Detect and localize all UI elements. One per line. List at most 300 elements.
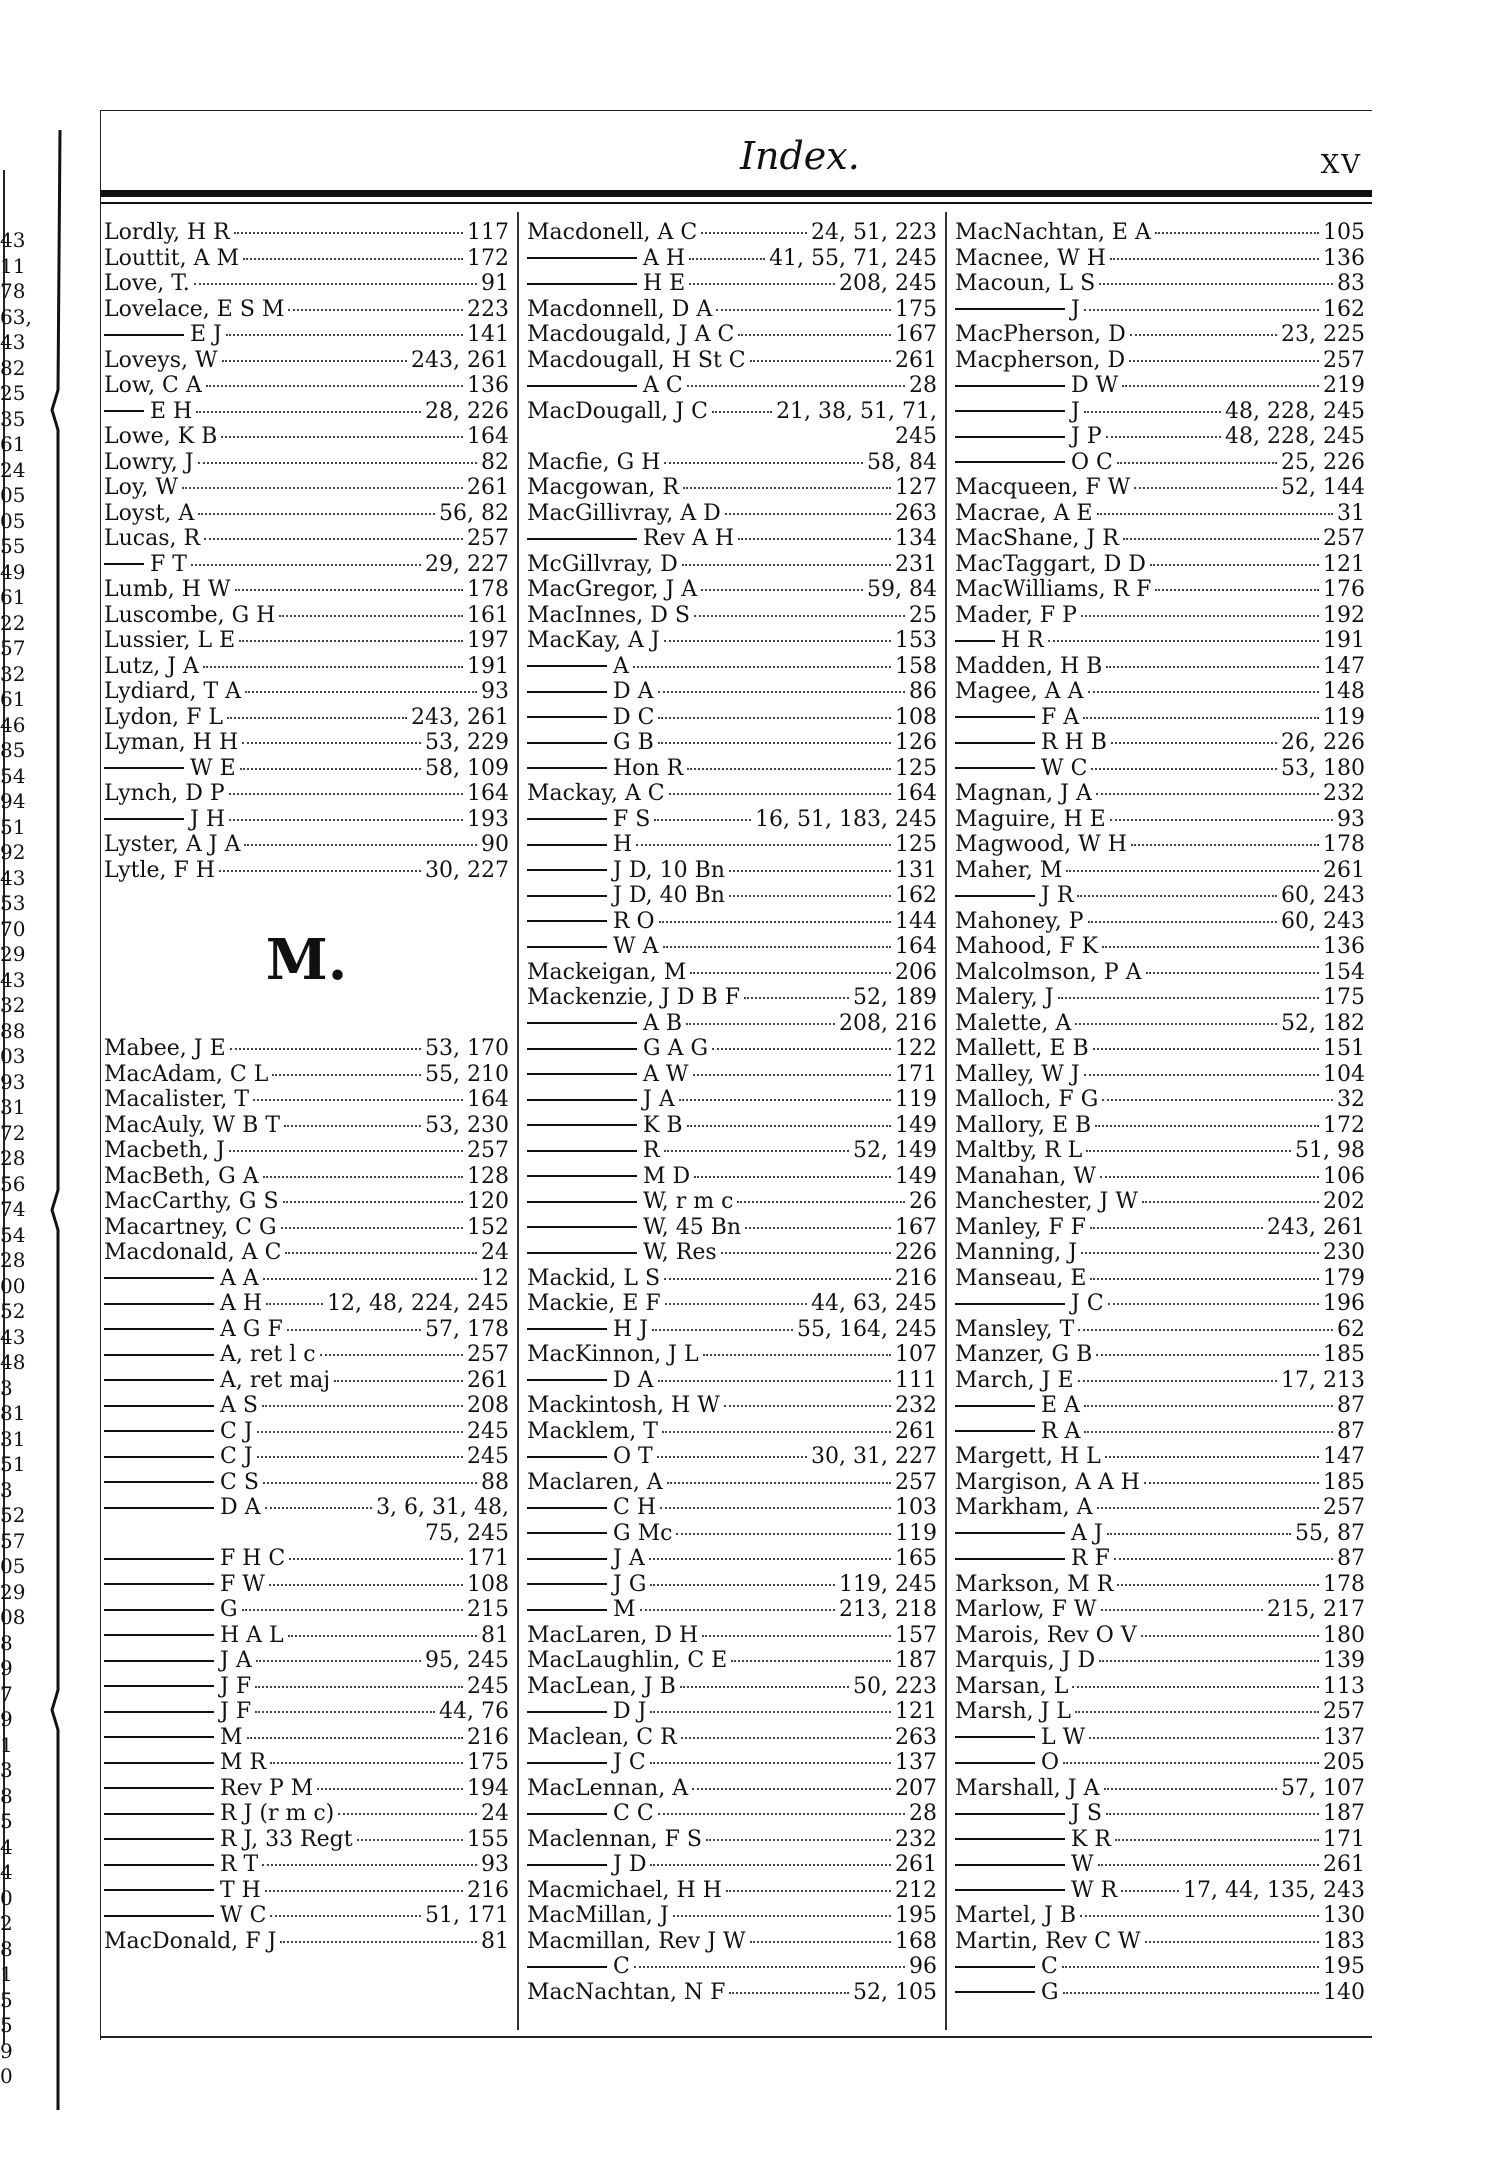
entry-pages: 207 bbox=[895, 1775, 937, 1801]
entry-pages: 164 bbox=[467, 781, 509, 806]
entry-pages: 245 bbox=[467, 1444, 509, 1469]
index-entry bbox=[104, 1444, 509, 1470]
index-entry bbox=[955, 322, 1365, 348]
entry-name: Manning, J bbox=[955, 1240, 1078, 1265]
entry-pages: 88 bbox=[481, 1469, 509, 1495]
dot-leader bbox=[257, 1456, 463, 1458]
entry-name: Maclennan, F S bbox=[527, 1826, 702, 1852]
entry-name: G Mc bbox=[613, 1520, 673, 1546]
entry-name: R J, 33 Regt bbox=[220, 1826, 353, 1852]
dot-leader bbox=[1091, 768, 1277, 770]
dot-leader bbox=[676, 1533, 891, 1535]
index-entry bbox=[527, 501, 937, 527]
ditto-dash bbox=[527, 385, 637, 387]
facing-page-number: 24 bbox=[0, 457, 26, 482]
entry-pages: 95, 245 bbox=[425, 1648, 509, 1673]
ditto-dash bbox=[104, 1558, 214, 1560]
index-entry bbox=[955, 501, 1365, 527]
index-entry bbox=[104, 271, 509, 297]
ditto-dash bbox=[955, 1838, 1065, 1840]
index-entry bbox=[104, 1674, 509, 1700]
entry-pages: 125 bbox=[895, 832, 937, 857]
dot-leader bbox=[701, 589, 863, 591]
ditto-dash bbox=[527, 1226, 637, 1228]
dot-leader bbox=[280, 1941, 477, 1943]
dot-leader bbox=[1075, 1023, 1277, 1025]
entry-name: MacDonald, F J bbox=[104, 1928, 277, 1954]
entry-name: R O bbox=[613, 908, 655, 934]
entry-pages: 23, 225 bbox=[1281, 322, 1365, 347]
ditto-dash bbox=[955, 716, 1035, 718]
entry-name: W, 45 Bn bbox=[643, 1214, 742, 1240]
index-entry bbox=[104, 1521, 509, 1547]
entry-name: Macqueen, F W bbox=[955, 475, 1131, 500]
entry-name: Macdonnell, D A bbox=[527, 296, 713, 322]
dot-leader bbox=[1078, 1329, 1333, 1331]
dot-leader bbox=[240, 768, 421, 770]
index-entry bbox=[955, 1317, 1365, 1343]
dot-leader bbox=[1084, 1405, 1333, 1407]
entry-name: E A bbox=[1041, 1393, 1080, 1418]
facing-page-number: 00 bbox=[0, 1273, 26, 1298]
entry-pages: 130 bbox=[1323, 1903, 1365, 1928]
index-entry bbox=[527, 1266, 937, 1292]
dot-leader bbox=[1146, 972, 1319, 974]
entry-pages: 175 bbox=[467, 1750, 509, 1775]
entry-name: R J (r m c) bbox=[220, 1801, 335, 1826]
ditto-dash bbox=[104, 1379, 214, 1381]
index-entry bbox=[955, 1521, 1365, 1547]
facing-page-number: 54 bbox=[0, 1222, 26, 1247]
ditto-dash bbox=[527, 538, 637, 540]
dot-leader bbox=[1102, 1099, 1333, 1101]
entry-name: Margett, H L bbox=[955, 1444, 1101, 1469]
ditto-dash bbox=[104, 1328, 214, 1330]
index-entry bbox=[104, 1342, 509, 1368]
dot-leader bbox=[1086, 1150, 1291, 1152]
facing-page-number: 05 bbox=[0, 508, 26, 533]
dot-leader bbox=[222, 360, 407, 362]
entry-name: Markson, M R bbox=[955, 1571, 1114, 1597]
entry-pages: 206 bbox=[895, 959, 937, 985]
index-entry bbox=[104, 1138, 509, 1164]
index-entry bbox=[104, 781, 509, 807]
index-entry bbox=[527, 271, 937, 297]
ditto-dash bbox=[955, 767, 1035, 769]
dot-leader bbox=[262, 1864, 477, 1866]
entry-pages: 57, 178 bbox=[425, 1316, 509, 1342]
dot-leader bbox=[1084, 309, 1319, 311]
entry-pages: 44, 63, 245 bbox=[811, 1291, 937, 1316]
entry-name: J P bbox=[1071, 424, 1102, 449]
entry-pages: 119, 245 bbox=[839, 1571, 937, 1597]
dot-leader bbox=[1121, 1890, 1179, 1892]
ditto-dash bbox=[527, 1175, 637, 1177]
entry-name: Lumb, H W bbox=[104, 577, 231, 602]
ditto-dash bbox=[527, 1864, 607, 1866]
index-entry bbox=[527, 1954, 937, 1980]
entry-name: Manseau, E bbox=[955, 1265, 1087, 1291]
page-number: XV bbox=[1320, 150, 1362, 180]
facing-page-number: 05 bbox=[0, 483, 26, 507]
ditto-dash bbox=[527, 742, 607, 744]
dot-leader bbox=[662, 1431, 891, 1433]
entry-name: G bbox=[1041, 1979, 1059, 2005]
facing-page-number: 0 bbox=[0, 2064, 13, 2088]
facing-page-number: 4 bbox=[0, 1860, 13, 1884]
index-entry bbox=[527, 679, 937, 705]
dot-leader bbox=[750, 1941, 891, 1943]
index-entry bbox=[955, 1929, 1365, 1955]
dot-leader bbox=[660, 1507, 891, 1509]
entry-pages: 261 bbox=[1323, 1852, 1365, 1877]
dot-leader bbox=[1090, 1227, 1263, 1229]
entry-name: Lydiard, T A bbox=[104, 679, 242, 704]
entry-pages: 196 bbox=[1323, 1291, 1365, 1316]
index-entry bbox=[104, 297, 509, 323]
index-entry bbox=[955, 1954, 1365, 1980]
entry-name: MacLennan, A bbox=[527, 1775, 689, 1801]
facing-page-number: 94 bbox=[0, 789, 26, 813]
entry-name: M R bbox=[220, 1750, 267, 1775]
facing-page-number: 29 bbox=[0, 942, 26, 966]
dot-leader bbox=[266, 1303, 323, 1305]
entry-pages: 91 bbox=[481, 271, 509, 296]
entry-name: Mabee, J E bbox=[104, 1036, 226, 1061]
ditto-dash bbox=[104, 1609, 214, 1611]
dot-leader bbox=[650, 1864, 891, 1866]
index-entry bbox=[955, 246, 1365, 272]
index-entry bbox=[104, 552, 509, 578]
entry-pages: 48, 228, 245 bbox=[1225, 398, 1365, 424]
facing-page-number: 3 bbox=[0, 1477, 13, 1502]
ditto-dash bbox=[104, 1634, 214, 1636]
facing-page-number: 03 bbox=[0, 1044, 26, 1068]
dot-leader bbox=[654, 819, 751, 821]
facing-page-number: 43 bbox=[0, 228, 26, 252]
dot-leader bbox=[1130, 334, 1277, 336]
ditto-dash bbox=[527, 716, 607, 718]
entry-pages: 29, 227 bbox=[425, 551, 509, 577]
ditto-dash bbox=[104, 1711, 214, 1713]
facing-page-number: 52 bbox=[0, 1299, 26, 1323]
index-entry bbox=[955, 1903, 1365, 1929]
index-entry bbox=[527, 730, 937, 756]
dot-leader bbox=[227, 717, 407, 719]
index-entry bbox=[104, 679, 509, 705]
facing-page-number: 43 bbox=[0, 1324, 26, 1349]
dot-leader bbox=[1066, 870, 1319, 872]
entry-pages: 41, 55, 71, 245 bbox=[769, 245, 937, 271]
entry-pages: 162 bbox=[895, 883, 937, 908]
dot-leader bbox=[230, 1048, 421, 1050]
index-entry bbox=[955, 756, 1365, 782]
index-entry bbox=[527, 348, 937, 374]
dot-leader bbox=[701, 232, 807, 234]
facing-page-number: 48 bbox=[0, 1350, 26, 1374]
facing-page-number: 81 bbox=[0, 1401, 26, 1425]
entry-name: R F bbox=[1071, 1546, 1110, 1571]
index-entry bbox=[104, 603, 509, 629]
index-entry bbox=[955, 271, 1365, 297]
entry-name: Margison, A A H bbox=[955, 1469, 1140, 1495]
entry-pages: 261 bbox=[467, 475, 509, 500]
entry-pages: 30, 31, 227 bbox=[811, 1444, 937, 1469]
entry-name: MacGregor, J A bbox=[527, 577, 698, 602]
index-entry bbox=[955, 705, 1365, 731]
index-entry bbox=[527, 1750, 937, 1776]
entry-pages: 158 bbox=[895, 653, 937, 679]
dot-leader bbox=[191, 564, 421, 566]
entry-pages: 120 bbox=[467, 1189, 509, 1214]
dot-leader bbox=[692, 1788, 891, 1790]
entry-pages: 28, 226 bbox=[425, 398, 509, 424]
ditto-dash bbox=[955, 385, 1065, 387]
ditto-dash bbox=[527, 1328, 607, 1330]
index-entry bbox=[527, 424, 937, 450]
index-entry bbox=[955, 1878, 1365, 1904]
entry-name: H A L bbox=[220, 1622, 284, 1648]
entry-name: J H bbox=[190, 806, 225, 832]
dot-leader bbox=[706, 1839, 891, 1841]
dot-leader bbox=[285, 1252, 477, 1254]
dot-leader bbox=[657, 1456, 807, 1458]
ditto-dash bbox=[955, 410, 1065, 412]
entry-pages: 141 bbox=[467, 322, 509, 347]
entry-pages: 93 bbox=[481, 1852, 509, 1877]
dot-leader bbox=[244, 844, 477, 846]
facing-page-number: 1 bbox=[0, 1962, 13, 1986]
index-entry bbox=[104, 373, 509, 399]
index-entry bbox=[527, 1368, 937, 1394]
entry-pages: 187 bbox=[895, 1648, 937, 1673]
entry-pages: 232 bbox=[1323, 781, 1365, 806]
entry-name: H bbox=[613, 832, 633, 857]
dot-leader bbox=[1155, 232, 1319, 234]
dot-leader bbox=[263, 1176, 463, 1178]
facing-page-number: 8 bbox=[0, 1936, 13, 1961]
dot-leader bbox=[1062, 1966, 1319, 1968]
entry-name: C C bbox=[613, 1801, 654, 1826]
index-entry bbox=[527, 1801, 937, 1827]
facing-page-number: 29 bbox=[0, 1579, 26, 1604]
index-column-3 bbox=[955, 220, 1365, 2005]
entry-name: Loy, W bbox=[104, 475, 178, 500]
facing-page-number: 55 bbox=[0, 534, 26, 558]
index-entry bbox=[527, 832, 937, 858]
entry-name: Magnan, J A bbox=[955, 781, 1092, 806]
dot-leader bbox=[1090, 1278, 1319, 1280]
ditto-dash bbox=[527, 844, 607, 846]
entry-name: Magee, A A bbox=[955, 679, 1084, 704]
entry-name: R A bbox=[1041, 1418, 1081, 1444]
index-entry bbox=[104, 1648, 509, 1674]
entry-pages: 117 bbox=[467, 220, 509, 245]
entry-pages: 57, 107 bbox=[1281, 1775, 1365, 1801]
index-entry bbox=[527, 1878, 937, 1904]
entry-name: Macgowan, R bbox=[527, 475, 679, 500]
ditto-dash bbox=[104, 1456, 214, 1458]
index-entry bbox=[104, 348, 509, 374]
entry-name: MacBeth, G A bbox=[104, 1163, 259, 1189]
index-entry bbox=[955, 552, 1365, 578]
entry-name: Macdougall, H St C bbox=[527, 347, 746, 373]
dot-leader bbox=[283, 1201, 463, 1203]
entry-name: Marlow, F W bbox=[955, 1597, 1097, 1622]
entry-pages: 122 bbox=[895, 1036, 937, 1061]
index-entry bbox=[955, 1623, 1365, 1649]
dot-leader bbox=[1111, 742, 1277, 744]
ditto-dash bbox=[955, 1889, 1065, 1891]
entry-pages: 24 bbox=[481, 1240, 509, 1265]
entry-pages: 161 bbox=[467, 602, 509, 628]
entry-pages: 171 bbox=[467, 1546, 509, 1571]
entry-name: F A bbox=[1041, 704, 1080, 730]
entry-pages: 164 bbox=[467, 424, 509, 449]
index-entry bbox=[955, 1189, 1365, 1215]
ditto-dash bbox=[104, 1889, 214, 1891]
dot-leader bbox=[1084, 1074, 1319, 1076]
facing-page-number: 1 bbox=[0, 1732, 13, 1757]
dot-leader bbox=[1106, 1813, 1319, 1815]
ditto-dash bbox=[955, 1532, 1065, 1534]
dot-leader bbox=[1106, 436, 1221, 438]
ditto-dash bbox=[104, 818, 184, 820]
index-entry bbox=[527, 526, 937, 552]
entry-name: Manley, F F bbox=[955, 1214, 1086, 1240]
index-entry bbox=[104, 832, 509, 858]
entry-name: Rev P M bbox=[220, 1775, 314, 1801]
dot-leader bbox=[1088, 691, 1319, 693]
facing-page-number: 8 bbox=[0, 1783, 13, 1808]
index-entry bbox=[955, 858, 1365, 884]
ditto-dash bbox=[955, 895, 1035, 897]
binding-brace bbox=[50, 130, 64, 2140]
entry-name: C J bbox=[220, 1444, 253, 1469]
dot-leader bbox=[1142, 1201, 1319, 1203]
entry-name: Love, T. bbox=[104, 271, 190, 296]
entry-pages: 216 bbox=[467, 1724, 509, 1750]
entry-pages: 257 bbox=[467, 526, 509, 551]
index-entry bbox=[955, 1852, 1365, 1878]
entry-pages: 257 bbox=[1323, 1699, 1365, 1724]
index-entry bbox=[955, 909, 1365, 935]
index-entry bbox=[527, 1929, 937, 1955]
index-entry bbox=[955, 1980, 1365, 2006]
entry-name: H J bbox=[613, 1316, 648, 1342]
entry-pages: 230 bbox=[1323, 1240, 1365, 1265]
index-entry bbox=[955, 526, 1365, 552]
entry-name: Macnee, W H bbox=[955, 245, 1106, 271]
index-entry bbox=[955, 1393, 1365, 1419]
entry-name: Lydon, F L bbox=[104, 704, 224, 730]
dot-leader bbox=[1117, 462, 1277, 464]
entry-name: Macklem, T bbox=[527, 1418, 658, 1444]
ditto-dash bbox=[955, 640, 995, 642]
facing-page-number: 05 bbox=[0, 1554, 26, 1578]
entry-name: Mahood, F K bbox=[955, 934, 1099, 959]
dot-leader bbox=[1097, 513, 1333, 515]
dot-leader bbox=[738, 334, 891, 336]
dot-leader bbox=[226, 334, 463, 336]
facing-page-number: 0 bbox=[0, 1885, 13, 1910]
entry-name: R T bbox=[220, 1852, 259, 1877]
index-entry bbox=[527, 1546, 937, 1572]
entry-name: MacKay, A J bbox=[527, 628, 660, 653]
ditto-dash bbox=[527, 1379, 607, 1381]
entry-pages: 50, 223 bbox=[853, 1673, 937, 1699]
dot-leader bbox=[673, 1915, 891, 1917]
dot-leader bbox=[255, 1711, 435, 1713]
entry-pages: 180 bbox=[1323, 1622, 1365, 1648]
entry-name: Mackid, L S bbox=[527, 1265, 661, 1291]
index-entry bbox=[955, 399, 1365, 425]
entry-name: J bbox=[1071, 296, 1080, 322]
facing-page-number: 57 bbox=[0, 1528, 26, 1553]
entry-name: Macartney, C G bbox=[104, 1214, 277, 1240]
index-entry bbox=[955, 1087, 1365, 1113]
facing-page-number: 2 bbox=[0, 1911, 13, 1935]
index-entry bbox=[955, 1648, 1365, 1674]
dot-leader bbox=[194, 283, 477, 285]
entry-pages: 195 bbox=[895, 1903, 937, 1928]
entry-pages: 31 bbox=[1337, 500, 1365, 526]
index-entry bbox=[104, 1725, 509, 1751]
entry-pages: 191 bbox=[1323, 628, 1365, 653]
dot-leader bbox=[679, 1099, 891, 1101]
entry-pages: 205 bbox=[1323, 1750, 1365, 1775]
column-separator bbox=[945, 212, 947, 2030]
entry-pages: 52, 149 bbox=[853, 1138, 937, 1163]
entry-name: Lynch, D P bbox=[104, 781, 225, 806]
entry-name: D A bbox=[613, 1367, 654, 1393]
entry-name: W, r m c bbox=[643, 1189, 734, 1214]
dot-leader bbox=[1063, 1762, 1319, 1764]
ditto-dash bbox=[104, 334, 184, 336]
index-entry bbox=[955, 1113, 1365, 1139]
entry-name: MacNachtan, N F bbox=[527, 1979, 726, 2005]
entry-pages: 121 bbox=[895, 1699, 937, 1724]
entry-pages: 162 bbox=[1323, 296, 1365, 322]
entry-pages: 17, 44, 135, 243 bbox=[1183, 1877, 1365, 1903]
dot-leader bbox=[1072, 1686, 1319, 1688]
index-entry bbox=[955, 1164, 1365, 1190]
entry-name: Mackeigan, M bbox=[527, 959, 687, 985]
entry-pages: 178 bbox=[467, 577, 509, 602]
dot-leader bbox=[256, 1660, 421, 1662]
dot-leader bbox=[1150, 564, 1319, 566]
entry-pages: 136 bbox=[467, 373, 509, 398]
facing-page-number: 32 bbox=[0, 661, 26, 686]
dot-leader bbox=[694, 1176, 891, 1178]
index-entry bbox=[104, 1572, 509, 1598]
dot-leader bbox=[663, 946, 892, 948]
ditto-dash bbox=[104, 563, 144, 565]
dot-leader bbox=[665, 1303, 807, 1305]
entry-pages: 105 bbox=[1323, 220, 1365, 245]
dot-leader bbox=[686, 1023, 835, 1025]
ditto-dash bbox=[104, 1507, 214, 1509]
header-rule-thick bbox=[100, 190, 1372, 197]
entry-pages: 257 bbox=[1323, 526, 1365, 551]
ditto-dash bbox=[104, 1813, 214, 1815]
entry-pages: 144 bbox=[895, 908, 937, 934]
entry-pages: 81 bbox=[481, 1622, 509, 1648]
index-entry bbox=[527, 883, 937, 909]
entry-pages: 136 bbox=[1323, 934, 1365, 959]
entry-name: J D, 40 Bn bbox=[613, 883, 725, 908]
index-entry bbox=[527, 1827, 937, 1853]
